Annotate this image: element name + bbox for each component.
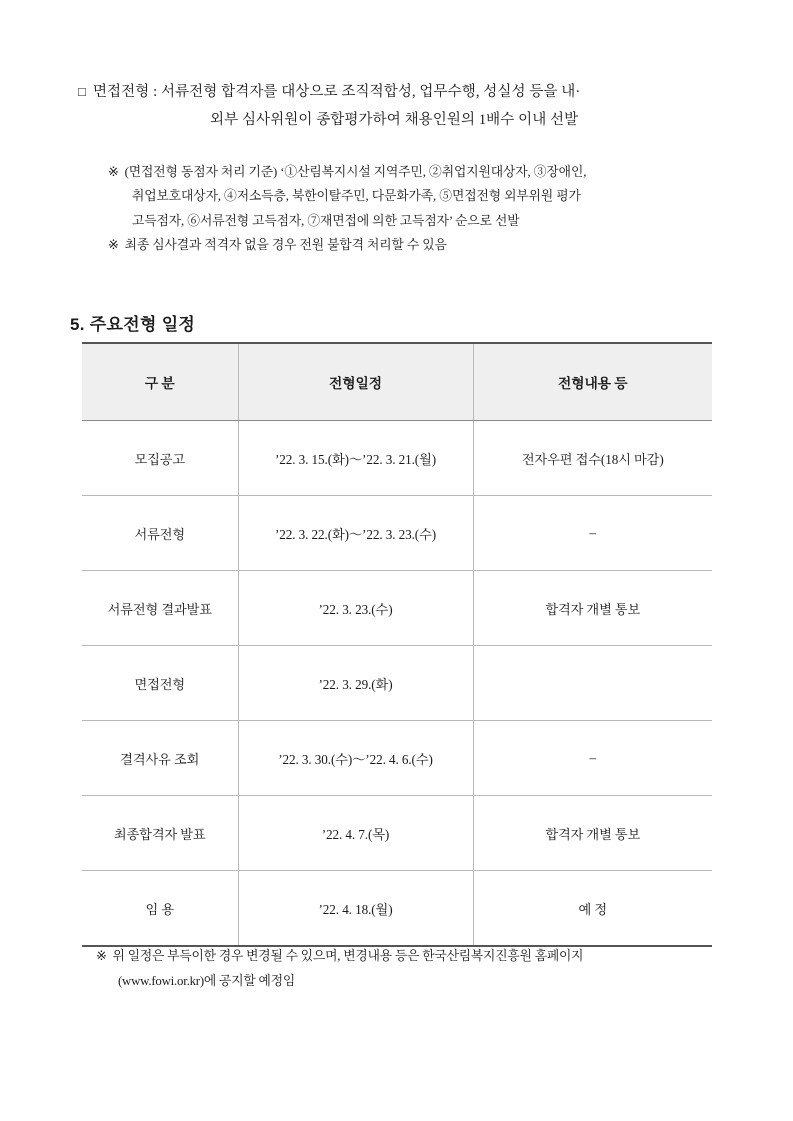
cell-schedule: ’22. 3. 29.(화) [238, 646, 473, 721]
note-item [108, 160, 738, 184]
cell-content: 합격자 개별 통보 [473, 796, 712, 871]
cell-division: 임 용 [82, 871, 238, 947]
table-row [82, 871, 712, 947]
note-text: (면접전형 동점자 처리 기준) ‘①산림복지시설 지역주민, ②취업지원대상자, ③장애인, [124, 165, 587, 179]
column-header-division: 구 분 [82, 343, 238, 421]
intro-line-1 [78, 78, 728, 106]
column-header-schedule: 전형일정 [238, 343, 473, 421]
cell-division: 면접전형 [82, 646, 238, 721]
table-row [82, 721, 712, 796]
section-heading: 5. 주요전형 일정 [70, 315, 196, 334]
note-item [108, 184, 738, 208]
note-text: 고득점자, ⑥서류전형 고득점자, ⑦재면접에 의한 고득점자’ 순으로 선발 [132, 213, 520, 228]
table-header [82, 343, 712, 421]
square-bullet-icon: □ [78, 84, 86, 99]
cell-schedule: ’22. 3. 22.(화)～’22. 3. 23.(수) [238, 496, 473, 571]
cell-schedule: ’22. 3. 15.(화)～’22. 3. 21.(월) [238, 421, 473, 496]
table-row [82, 796, 712, 871]
footnote-line-1-text: 위 일정은 부득이한 경우 변경될 수 있으며, 변경내용 등은 한국산림복지진흥원 홈페이지 [112, 949, 584, 963]
note-item [108, 233, 738, 257]
column-header-content: 전형내용 등 [473, 343, 712, 421]
table-body [82, 421, 712, 947]
cell-schedule: ’22. 4. 18.(월) [238, 871, 473, 947]
cell-division: 서류전형 [82, 496, 238, 571]
cell-content: 전자우편 접수(18시 마감) [473, 421, 712, 496]
notes-list [108, 160, 738, 257]
cell-schedule: ’22. 3. 30.(수)～’22. 4. 6.(수) [238, 721, 473, 796]
note-text: 최종 심사결과 적격자 없을 경우 전원 불합격 처리할 수 있음 [124, 237, 447, 252]
cell-schedule: ’22. 4. 7.(목) [238, 796, 473, 871]
footnote [96, 944, 736, 994]
note-text: 취업보호대상자, ④저소득층, 북한이탈주민, 다문화가족, ⑤면접전형 외부위원 평가 [132, 189, 581, 204]
cell-content: – [473, 721, 712, 796]
table-row [82, 571, 712, 646]
table-header-row [82, 343, 712, 421]
table-row [82, 496, 712, 571]
reference-mark-icon: ※ [108, 237, 119, 252]
cell-content [473, 646, 712, 721]
footnote-line-1 [96, 944, 736, 969]
cell-division: 결격사유 조회 [82, 721, 238, 796]
table-row [82, 646, 712, 721]
table-row [82, 421, 712, 496]
reference-mark-icon: ※ [96, 949, 107, 963]
cell-division: 최종합격자 발표 [82, 796, 238, 871]
footnote-line-2: (www.fowi.or.kr)에 공지할 예정임 [118, 973, 296, 988]
intro-line-1-text: 면접전형 : 서류전형 합격자를 대상으로 조직적합성, 업무수행, 성실성 등을 내· [92, 84, 581, 100]
cell-division: 서류전형 결과발표 [82, 571, 238, 646]
schedule-table [82, 342, 712, 947]
intro-line-2: 외부 심사위원이 종합평가하여 채용인원의 1배수 이내 선발 [210, 112, 579, 129]
cell-schedule: ’22. 3. 23.(수) [238, 571, 473, 646]
cell-content: 합격자 개별 통보 [473, 571, 712, 646]
cell-content: 예 정 [473, 871, 712, 947]
cell-content: – [473, 496, 712, 571]
intro-paragraph [78, 78, 728, 135]
reference-mark-icon: ※ [108, 165, 119, 179]
note-item [108, 209, 738, 233]
cell-division: 모집공고 [82, 421, 238, 496]
